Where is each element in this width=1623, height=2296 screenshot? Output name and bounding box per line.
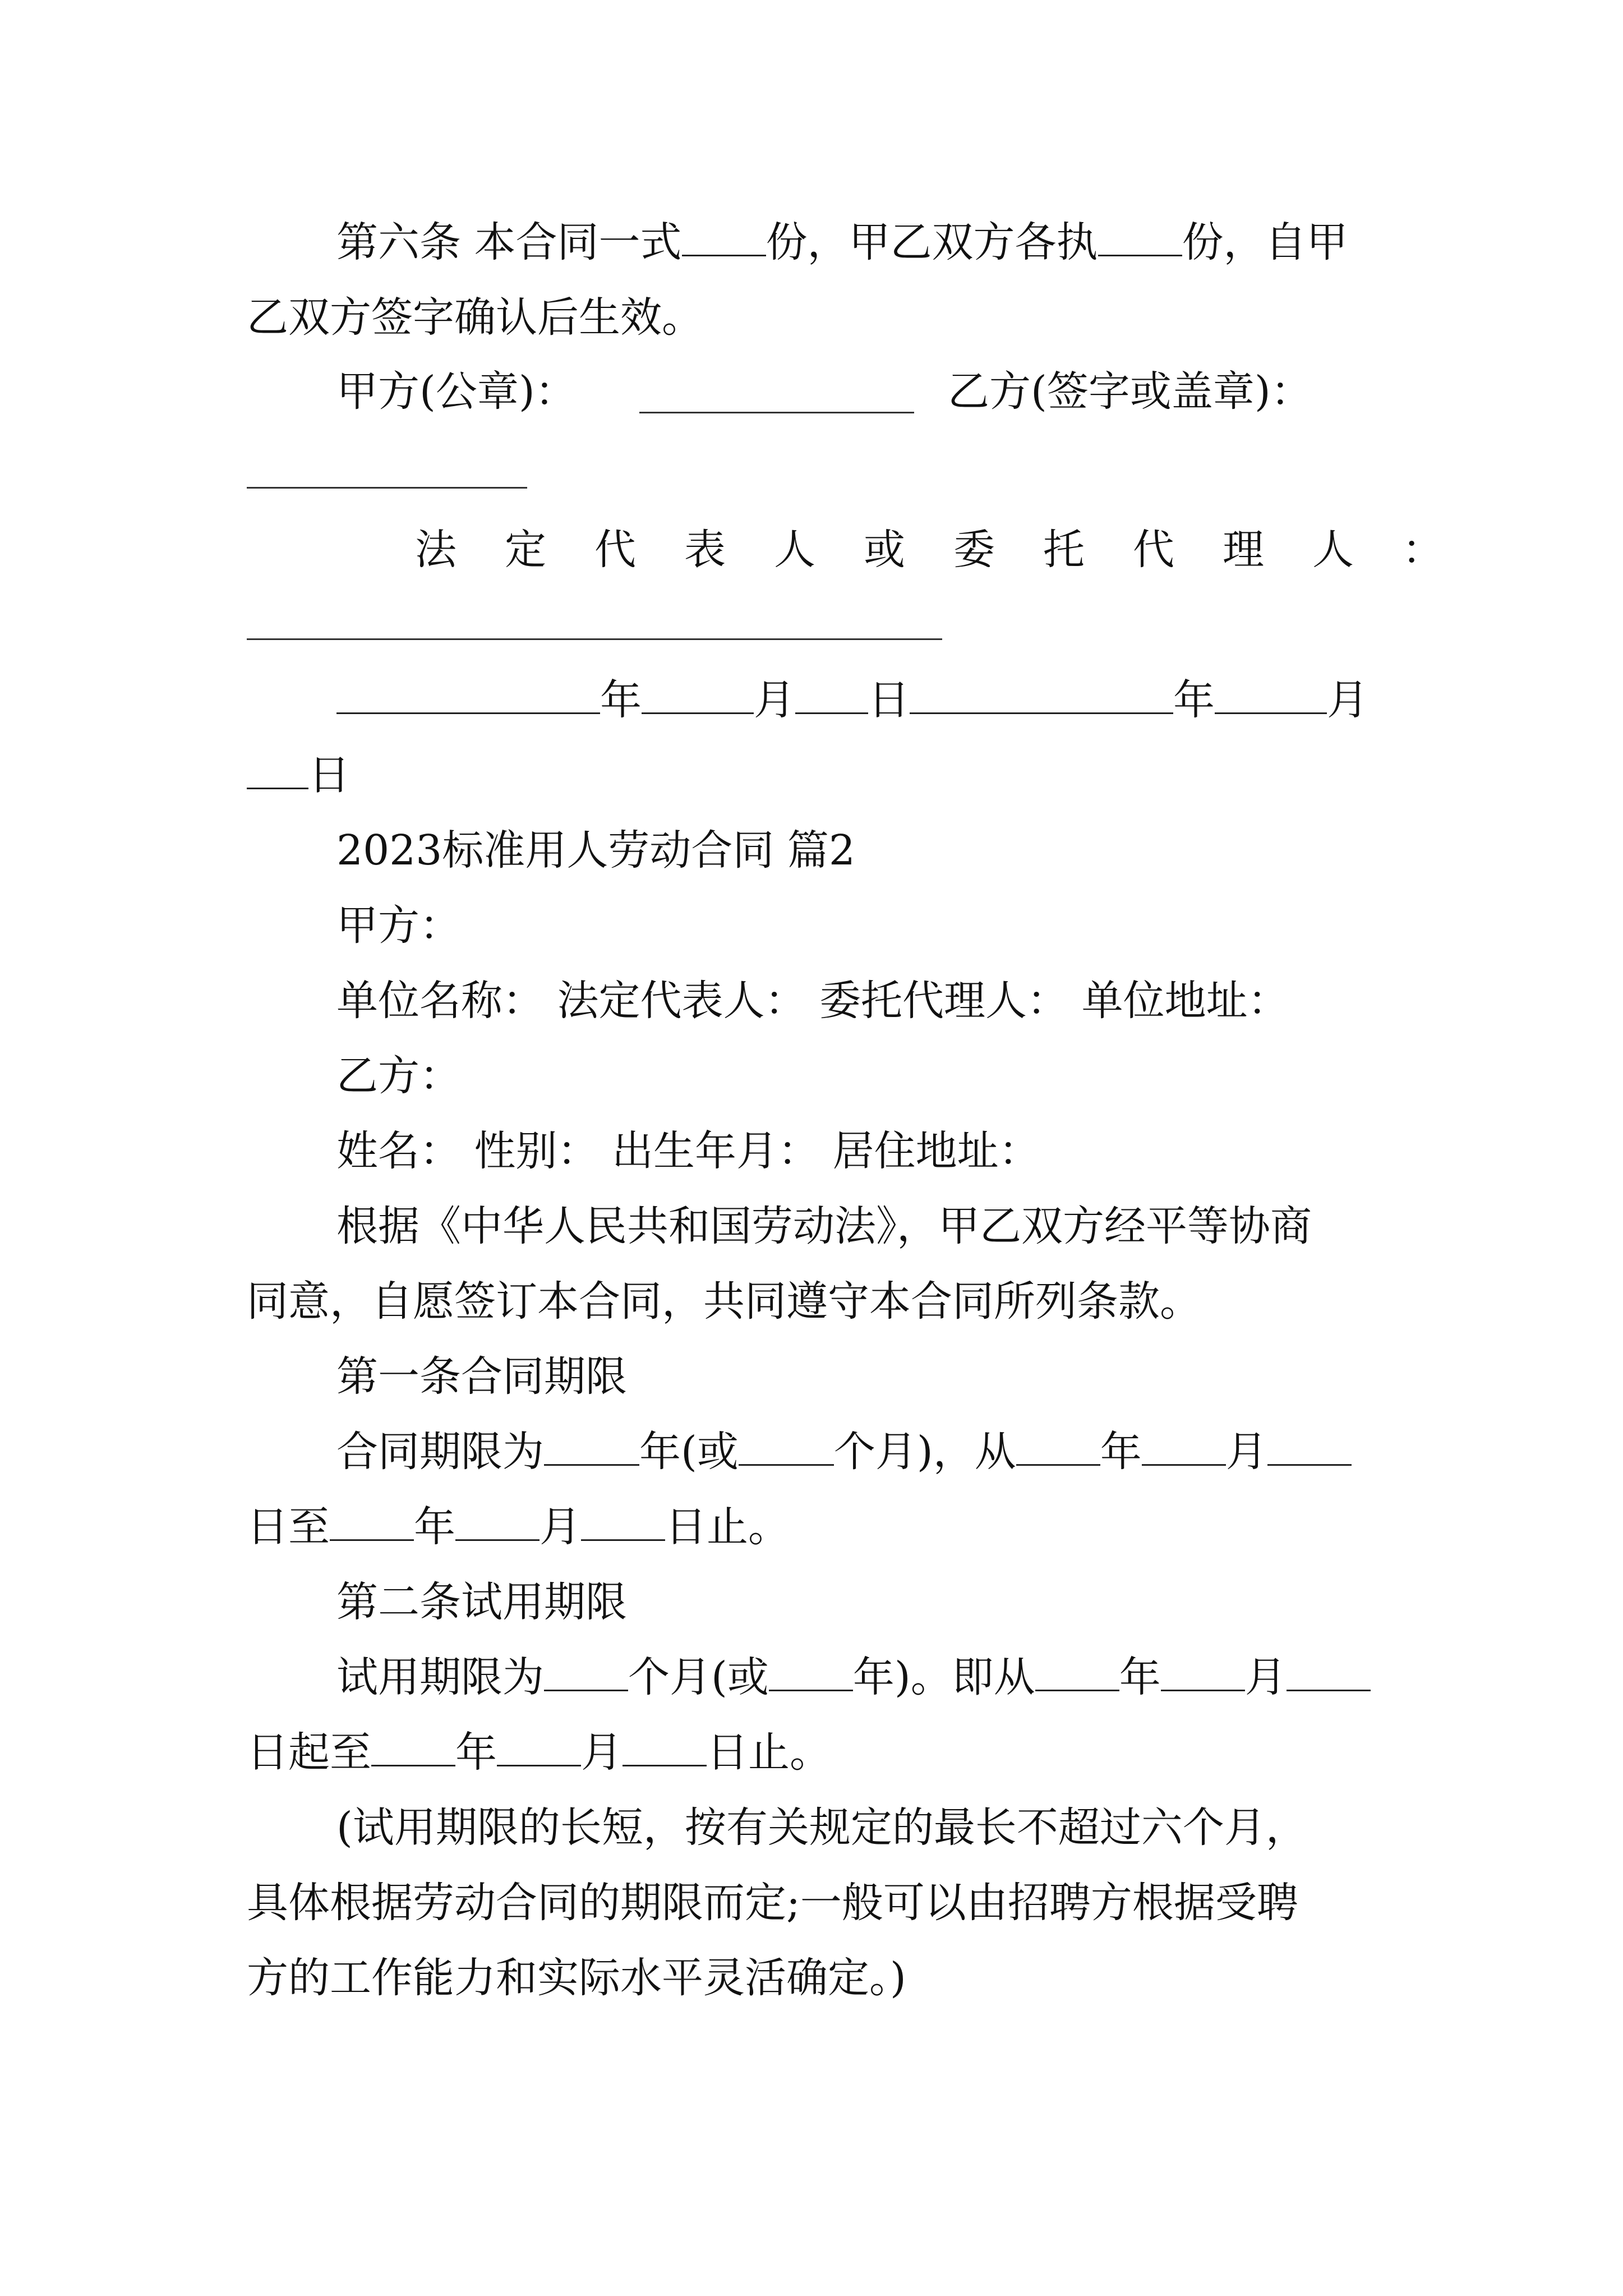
art1-text-e: 月 <box>1225 1428 1267 1476</box>
art1-text-a: 合同期限为 <box>336 1428 544 1476</box>
art2-text-i: 日止。 <box>707 1728 831 1777</box>
sign-year-a-label: 年 <box>600 676 642 724</box>
art2-text-a: 试用期限为 <box>336 1653 544 1701</box>
contract-2-title: 2023标准用人劳动合同 篇2 <box>336 826 855 875</box>
party-a-seal-label: 甲方(公章)： <box>336 367 577 416</box>
representative-blank <box>247 638 942 640</box>
party-b-sign-label: 乙方(签字或盖章)： <box>948 367 1312 416</box>
article-6-text-c: 份，自甲 <box>1182 218 1348 266</box>
party-a-label: 甲方： <box>336 901 461 950</box>
article-6-line-2: 乙双方签字确认后生效。 <box>247 293 703 342</box>
sign-month-a-label: 月 <box>754 676 795 724</box>
art1-text-f: 日至 <box>247 1503 330 1551</box>
preamble-line-2: 同意，自愿签订本合同，共同遵守本合同所列条款。 <box>247 1277 1201 1326</box>
probation-start-year-blank <box>1035 1656 1119 1691</box>
party-b-fields: 姓名： 性别： 出生年月： 居住地址： <box>336 1127 1040 1175</box>
preamble-line-1: 根据《中华人民共和国劳动法》，甲乙双方经平等协商 <box>336 1202 1312 1250</box>
note-line-2: 具体根据劳动合同的期限而定;一般可以由招聘方根据受聘 <box>247 1879 1298 1927</box>
end-day-blank <box>581 1506 665 1541</box>
art2-text-b: 个月(或 <box>628 1653 769 1701</box>
probation-end-month-blank <box>497 1731 581 1766</box>
note-line-1: (试用期限的长短，按有关规定的最长不超过六个月， <box>336 1803 1307 1852</box>
sign-day-b-label: 日 <box>308 751 350 799</box>
sign-date-line <box>336 672 1368 728</box>
article-6-text-a: 第六条 本合同一式 <box>336 218 682 266</box>
article-1-line-2 <box>247 1499 790 1555</box>
note-line-3: 方的工作能力和实际水平灵活确定。) <box>247 1954 906 2002</box>
sign-year-b-label: 年 <box>1173 676 1215 724</box>
article-2-line-1 <box>336 1649 1371 1705</box>
art2-text-h: 月 <box>581 1728 623 1777</box>
probation-years-blank <box>769 1656 853 1691</box>
copies-each-blank <box>1098 221 1182 256</box>
end-month-blank <box>455 1506 540 1541</box>
contract-years-blank <box>544 1430 639 1466</box>
art1-text-d: 年 <box>1100 1428 1142 1476</box>
party-a-fields: 单位名称： 法定代表人： 委托代理人： 单位地址： <box>336 977 1289 1025</box>
probation-end-day-blank <box>623 1731 707 1766</box>
sign-day-a-blank <box>795 679 868 714</box>
art2-text-c: 年)。即从 <box>852 1653 1035 1701</box>
sign-month-a-blank <box>642 679 754 714</box>
article-6-line-1 <box>336 214 1348 270</box>
sign-month-b-blank <box>1215 679 1327 714</box>
art1-text-i: 日止。 <box>665 1503 790 1551</box>
sign-day-b-blank <box>247 754 308 789</box>
probation-months-blank <box>544 1656 628 1691</box>
article-1-title: 第一条合同期限 <box>336 1352 627 1401</box>
art1-text-g: 年 <box>414 1503 455 1551</box>
art2-text-g: 年 <box>455 1728 497 1777</box>
party-b-sign-blank <box>247 487 527 489</box>
start-day-blank <box>1267 1430 1352 1466</box>
art2-text-f: 日起至 <box>247 1728 371 1777</box>
sign-year-a-blank <box>336 679 600 714</box>
sign-date-line-2 <box>247 747 350 803</box>
probation-end-year-blank <box>371 1731 455 1766</box>
art1-text-c: 个月)，从 <box>833 1428 1016 1476</box>
art1-text-b: 年(或 <box>639 1428 739 1476</box>
party-a-seal-blank <box>639 412 914 413</box>
representative-label: 法定代表人或委托代理人： <box>415 526 1492 574</box>
art2-text-d: 年 <box>1119 1653 1161 1701</box>
article-2-title: 第二条试用期限 <box>336 1578 627 1626</box>
start-year-blank <box>1016 1430 1100 1466</box>
sign-year-b-blank <box>910 679 1173 714</box>
party-b-label: 乙方： <box>336 1052 461 1100</box>
art1-text-h: 月 <box>540 1503 581 1551</box>
article-2-line-2 <box>247 1724 831 1780</box>
art2-text-e: 月 <box>1244 1653 1287 1701</box>
sign-day-a-label: 日 <box>868 676 910 724</box>
contract-months-blank <box>739 1430 834 1466</box>
start-month-blank <box>1142 1430 1226 1466</box>
probation-start-month-blank <box>1161 1656 1245 1691</box>
end-year-blank <box>330 1506 414 1541</box>
probation-start-day-blank <box>1287 1656 1371 1691</box>
sign-month-b-label: 月 <box>1327 676 1368 724</box>
article-6-text-b: 份，甲乙双方各执 <box>766 218 1098 266</box>
copies-total-blank <box>682 221 766 256</box>
article-1-line-1 <box>336 1424 1352 1480</box>
